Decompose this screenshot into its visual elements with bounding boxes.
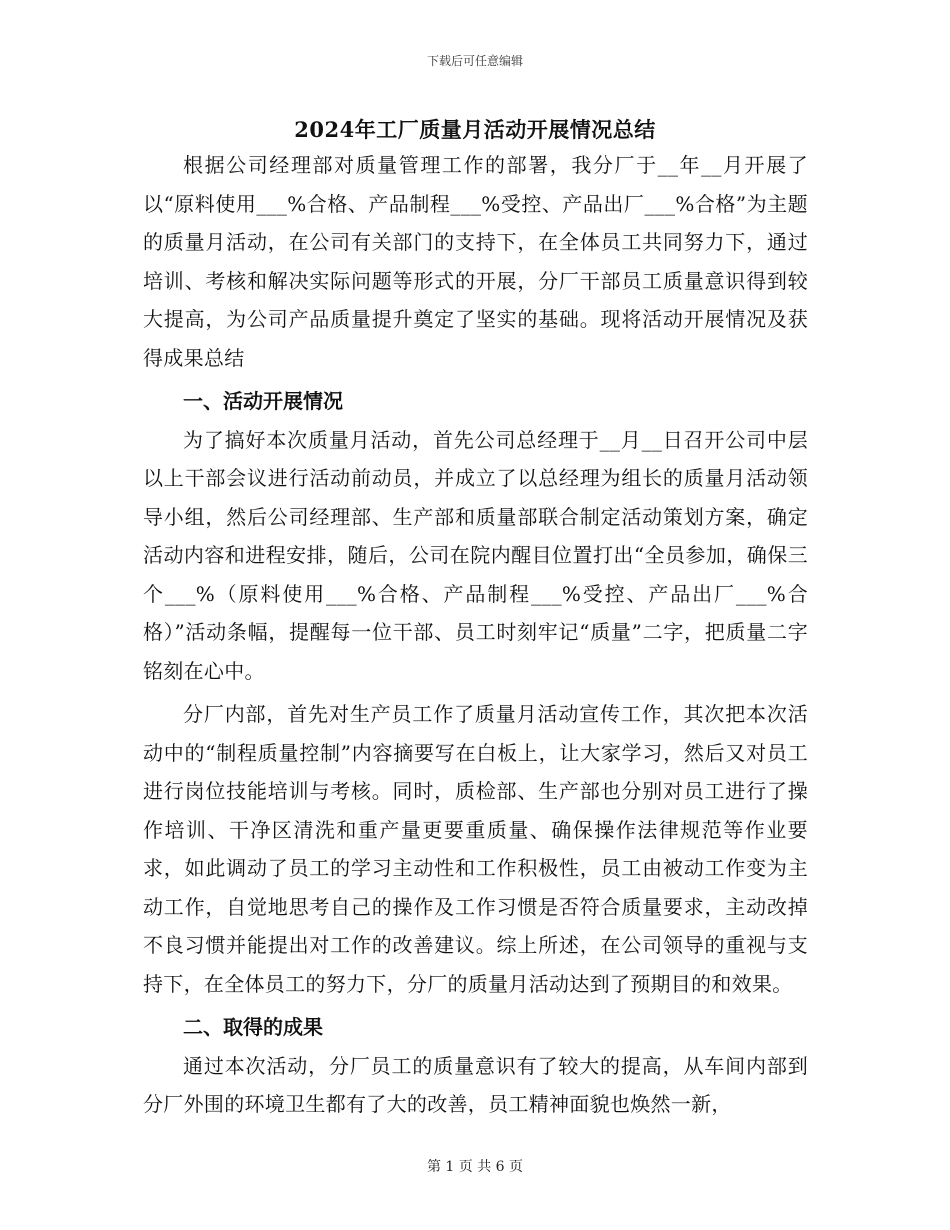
- intro-paragraph: 根据公司经理部对质量管理工作的部署，我分厂于__年__月开展了以“原料使用___%合格、产品制程___%受控、产品出厂___%合格”为主题的质量月活动，在公司有关部门的支持下，在全体员工共同努力下，通过培训、考核和解决实际问题等形式的开展，分厂干部员工质量意识得到较大提高，为公司产品质量提升奠定了坚实的基础。现将活动开展情况及获得成果总结: [143, 153, 808, 370]
- section-1-heading: 一、活动开展情况: [183, 389, 343, 413]
- section-2-heading: 二、取得的成果: [183, 1015, 323, 1039]
- page-footer: 第 1 页 共 6 页: [426, 1159, 524, 1175]
- document-body: [143, 146, 808, 1124]
- section-2-paragraph-1: 通过本次活动，分厂员工的质量意识有了较大的提高，从车间内部到分厂外围的环境卫生都有了大的改善，员工精神面貌也焕然一新，: [143, 1053, 808, 1116]
- section-1-paragraph-1: 为了搞好本次质量月活动，首先公司总经理于__月__日召开公司中层以上干部会议进行活动前动员，并成立了以总经理为组长的质量月活动领导小组，然后公司经理部、生产部和质量部联合制定活动策划方案，确定活动内容和进程安排，随后，公司在院内醒目位置打出“全员参加，确保三个___%（原料使用___%合格、产品制程___%受控、产品出厂___%合格）”活动条幅，提醒每一位干部、员工时刻牢记“质量”二字，把质量二字铭刻在心中。: [143, 427, 808, 683]
- header-note: 下载后可任意编辑: [426, 54, 523, 68]
- document-title: 2024年工厂质量月活动开展情况总结: [294, 117, 656, 142]
- section-1-paragraph-2: 分厂内部，首先对生产员工作了质量月活动宣传工作，其次把本次活动中的“制程质量控制”内容摘要写在白板上，让大家学习，然后又对员工进行岗位技能培训与考核。同时，质检部、生产部也分别对员工进行了操作培训、干净区清洗和重产量更要重质量、确保操作法律规范等作业要求，如此调动了员工的学习主动性和工作积极性，员工由被动工作变为主动工作，自觉地思考自己的操作及工作习惯是否符合质量要求，主动改掉不良习惯并能提出对工作的改善建议。综上所述，在公司领导的重视与支持下，在全体员工的努力下，分厂的质量月活动达到了预期目的和效果。: [143, 702, 808, 996]
